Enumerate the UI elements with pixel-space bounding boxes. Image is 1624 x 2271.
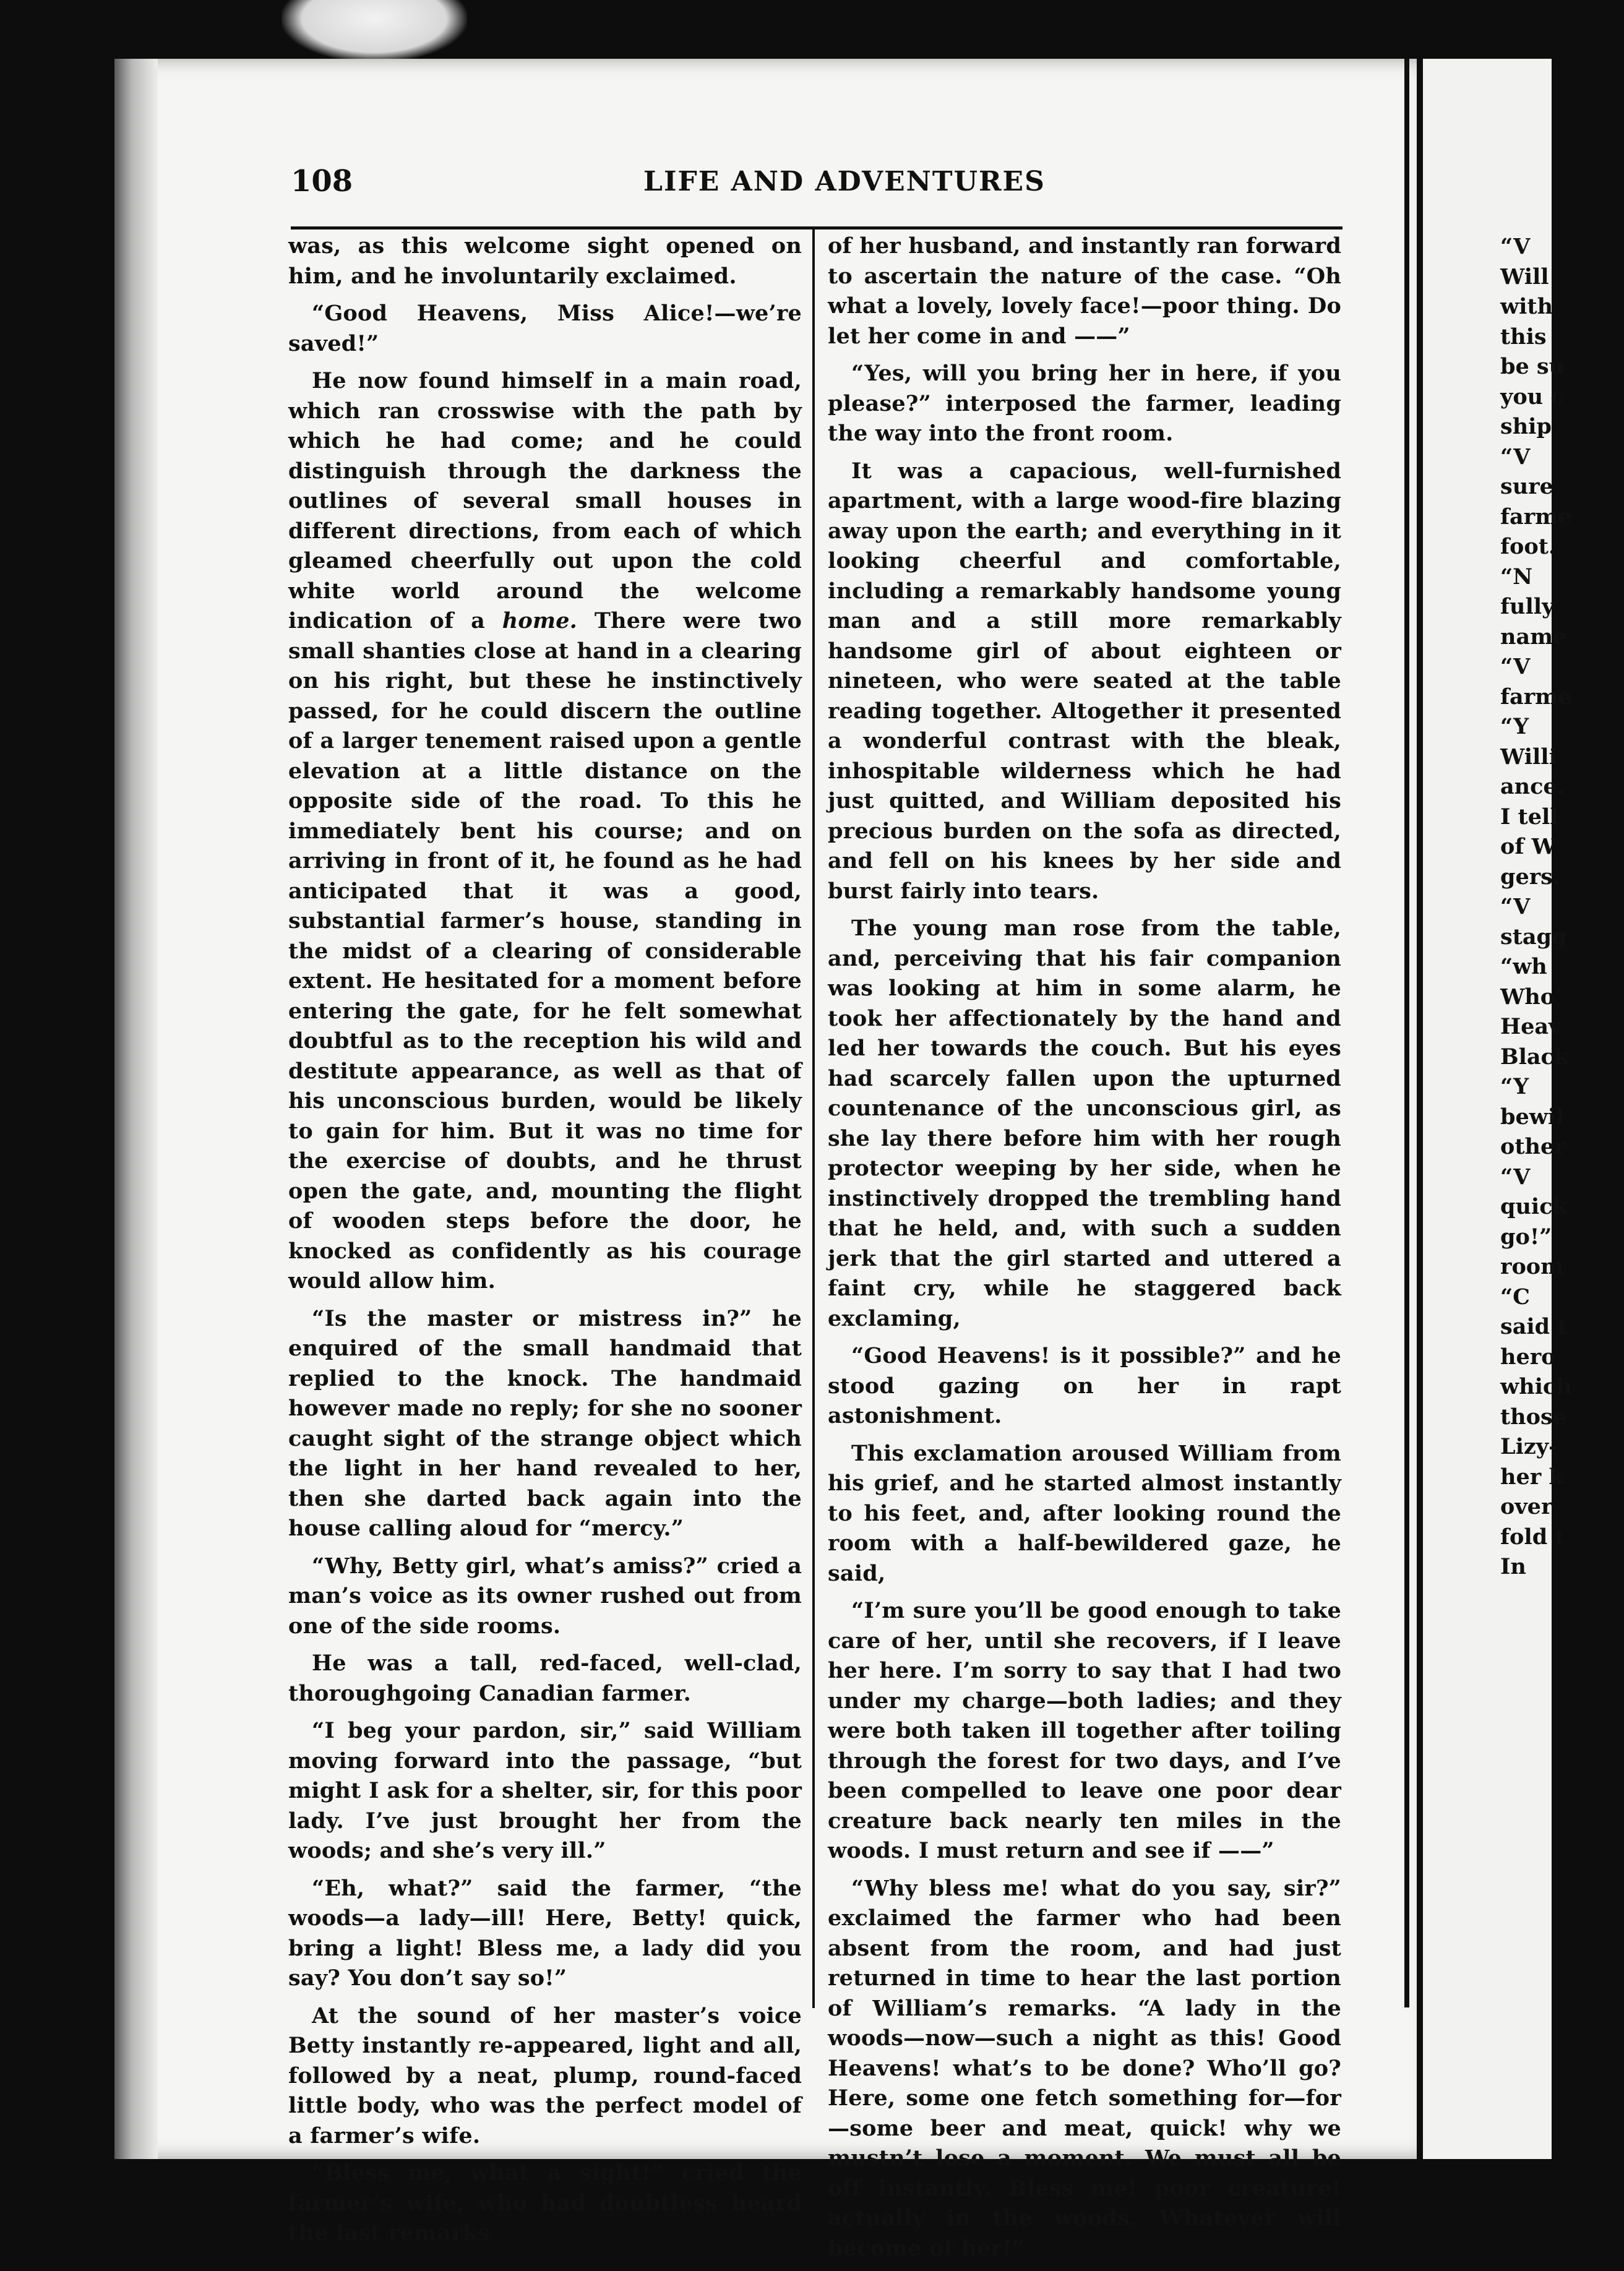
next-page-line: I tell bbox=[1500, 804, 1558, 830]
header-rule bbox=[291, 226, 1343, 230]
next-page-line: Willi bbox=[1500, 744, 1557, 770]
right-column bbox=[828, 231, 1341, 2271]
next-page-line: bewil bbox=[1500, 1104, 1565, 1130]
next-page-line: said t bbox=[1500, 1314, 1568, 1339]
next-page-line: “Y bbox=[1500, 714, 1529, 739]
next-page-line: be su bbox=[1500, 354, 1565, 379]
next-page-line: Lizy- bbox=[1500, 1434, 1558, 1459]
next-page-line: with bbox=[1500, 294, 1553, 319]
next-page-line: fold t bbox=[1500, 1524, 1565, 1550]
paragraph: At the sound of her master’s voice Betty instantly re-appeared, light and all, followed by a neat, plump, round-faced little body, who was the perfect model of a farmer’s wife. bbox=[288, 2003, 802, 2149]
emphasis-text: home. bbox=[502, 608, 578, 633]
paragraph-text: There were two small shanties close at hand in a clearing on his right, but these he instinctively passed, for he could discern the outline of a larger tenement raised upon a gentle elevation at a little distance on the opposite side of the road. To this he immediately bent his course; and on arriving in front of it, he found as he had anticipated that it was a good, substantial farmer’s house, standing in the midst of a clearing of considerable extent. He hesitated for a moment before entering the gate, for he felt somewhat doubtful as to the reception his wild and destitute appearance, as well as that of his unconscious burden, would be likely to gain for him. But it was no time for the exercise of doubts, and he thrust open the gate, and, mounting the flight of wooden steps before the door, he knocked as confidently as his courage would allow him. bbox=[288, 608, 802, 1294]
paragraph: It was a capacious, well-furnished apartment, with a large wood-fire blazing away upon the earth; and everything in it looking cheerful and comfortable, including a remarkably handsome young man and a still more remarkably handsome girl of about eighteen or nineteen, who were seated at the table reading together. Altogether it presented a wonderful contrast with the bleak, inhospitable wilderness which he had just quitted, and William deposited his precious burden on the sofa as directed, and fell on his knees by her side and burst fairly into tears. bbox=[828, 458, 1341, 904]
next-page-line: of W bbox=[1500, 834, 1556, 859]
next-page-line: “V bbox=[1500, 894, 1531, 919]
left-column bbox=[288, 231, 802, 2256]
paragraph: “Good Heavens! is it possible?” and he stood gazing on her in rapt astonishment. bbox=[828, 1343, 1341, 1428]
page-divider bbox=[1404, 59, 1409, 2007]
next-page-line: Black bbox=[1500, 1044, 1570, 1070]
next-page-text bbox=[1500, 232, 1624, 1582]
next-page-line: foot. bbox=[1500, 534, 1557, 559]
next-page-line: “V bbox=[1500, 444, 1531, 470]
next-page-line: ance. bbox=[1500, 774, 1565, 799]
next-page-line: hero bbox=[1500, 1344, 1556, 1370]
next-page-line: this bbox=[1500, 324, 1547, 350]
next-page-line: name bbox=[1500, 624, 1567, 650]
paragraph-text: He now found himself in a main road, which ran crosswise with the path by which he had come; and he could distinguish through the darkness the outlines of several small houses in different directions, from each of which gleamed cheerfully out upon the cold white world around the welcome indication of a bbox=[288, 368, 802, 633]
next-page-line: “C bbox=[1500, 1284, 1530, 1310]
page-header bbox=[291, 164, 1343, 207]
paragraph: “I beg your pardon, sir,” said William moving forward into the passage, “but might I ask for a shelter, sir, for this poor lady. I’ve just brought her from the woods; and she’s very ill.” bbox=[288, 1718, 802, 1863]
next-page-line: “N bbox=[1500, 564, 1533, 590]
next-page-line: fully bbox=[1500, 594, 1555, 619]
next-page-line: Will bbox=[1500, 264, 1549, 290]
paragraph: “Why, Betty girl, what’s amiss?” cried a man’s voice as its owner rushed out from one of the side rooms. bbox=[288, 1553, 802, 1639]
next-page-line: which bbox=[1500, 1374, 1572, 1399]
next-page-line: “Y bbox=[1500, 1074, 1529, 1099]
next-page-line: “wh bbox=[1500, 954, 1547, 979]
paragraph: was, as this welcome sight opened on him, and he involuntarily exclaimed. bbox=[288, 233, 802, 289]
next-page-line: her k bbox=[1500, 1464, 1564, 1490]
next-page-line: go!” bbox=[1500, 1224, 1552, 1250]
next-page-line: “V bbox=[1500, 234, 1531, 259]
next-page-line: Who’ bbox=[1500, 984, 1563, 1010]
next-page-line: quick bbox=[1500, 1194, 1568, 1219]
paragraph: “Yes, will you bring her in here, if you please?” interposed the farmer, leading the way into the front room. bbox=[828, 361, 1341, 446]
column-rule bbox=[812, 226, 815, 2008]
next-page-line: sure bbox=[1500, 474, 1553, 499]
next-page-line: ship bbox=[1500, 414, 1552, 439]
paragraph: “Eh, what?” said the farmer, “the woods—a lady—ill! Here, Betty! quick, bring a light! Bless me, a lady did you say? You don’t say so!” bbox=[288, 1875, 802, 1991]
next-page-line: gers. bbox=[1500, 864, 1561, 890]
next-page-line: room bbox=[1500, 1254, 1564, 1279]
next-page-line: stagg bbox=[1500, 924, 1567, 950]
next-page-line: over bbox=[1500, 1494, 1553, 1519]
paragraph: The young man rose from the table, and, perceiving that his fair companion was looking at him in some alarm, he took her affectionately by the hand and led her towards the couch. But his eyes had scarcely fallen upon the upturned countenance of the unconscious girl, as she lay there before him with her rough protector weeping by her side, when he instinctively dropped the trembling hand that he held, and, with such a sudden jerk that the girl started and uttered a faint cry, while he staggered back exclaming, bbox=[828, 916, 1341, 1331]
next-page-line: you c bbox=[1500, 384, 1564, 410]
next-page-line: those bbox=[1500, 1404, 1566, 1430]
next-page-line: “V bbox=[1500, 1164, 1531, 1190]
paragraph: He was a tall, red-faced, well-clad, thoroughgoing Canadian farmer. bbox=[288, 1651, 802, 1706]
page-number: 108 bbox=[291, 164, 353, 199]
running-head: LIFE AND ADVENTURES bbox=[643, 166, 1046, 197]
paragraph: “Is the master or mistress in?” he enquired of the small handmaid that replied to the knock. The handmaid however made no reply; for she no sooner caught sight of the strange object which the light in her hand revealed to her, then she darted back again into the house calling aloud for “mercy.” bbox=[288, 1305, 802, 1541]
paragraph bbox=[288, 366, 802, 1297]
paragraph: “I’m sure you’ll be good enough to take care of her, until she recovers, if I leave her here. I’m sorry to say that I had two under my charge—both ladies; and they were both taken ill together after toiling through the forest for two days, and I’ve been compelled to leave one poor dear creature back nearly ten miles in the woods. I must return and see if ——” bbox=[828, 1598, 1341, 1863]
scan-artifact bbox=[281, 0, 467, 62]
next-page-line: farme bbox=[1500, 504, 1572, 530]
paragraph: “Why bless me! what do you say, sir?” exclaimed the farmer who had been absent from the room, and had just returned in time to hear the last portion of William’s remarks. “A lady in the woods—now—such a night as this! Good Heavens! what’s to be done? Who’ll go? Here, some one fetch something for—for—some beer and meat, quick! why we mustn’t lose a moment. We must all be off instantly. Bless me! poor creature! actually in the woods. Whatever will become of her!” bbox=[828, 1875, 1341, 2261]
next-page-line: other bbox=[1500, 1134, 1566, 1159]
paragraph: This exclamation aroused William from his grief, and he started almost instantly to his feet, and, after looking round the room with a half-bewildered gaze, he said, bbox=[828, 1440, 1341, 1586]
paragraph: “Good Heavens, Miss Alice!—we’re saved!” bbox=[288, 301, 802, 356]
next-page-line: farme bbox=[1500, 684, 1572, 710]
next-page-line: In bbox=[1500, 1554, 1526, 1579]
next-page-line: “V bbox=[1500, 654, 1531, 679]
paragraph: of her husband, and instantly ran forward to ascertain the nature of the case. “Oh what a lovely, lovely face!—poor thing. Do let her come in and ——” bbox=[828, 233, 1341, 349]
page-binding-shadow bbox=[114, 59, 158, 2159]
paragraph: “Bless me, what a sight!” cried the farmer’s wife, who had doubtless heard the last remarks bbox=[288, 2160, 802, 2246]
next-page-line: Heav bbox=[1500, 1014, 1562, 1039]
